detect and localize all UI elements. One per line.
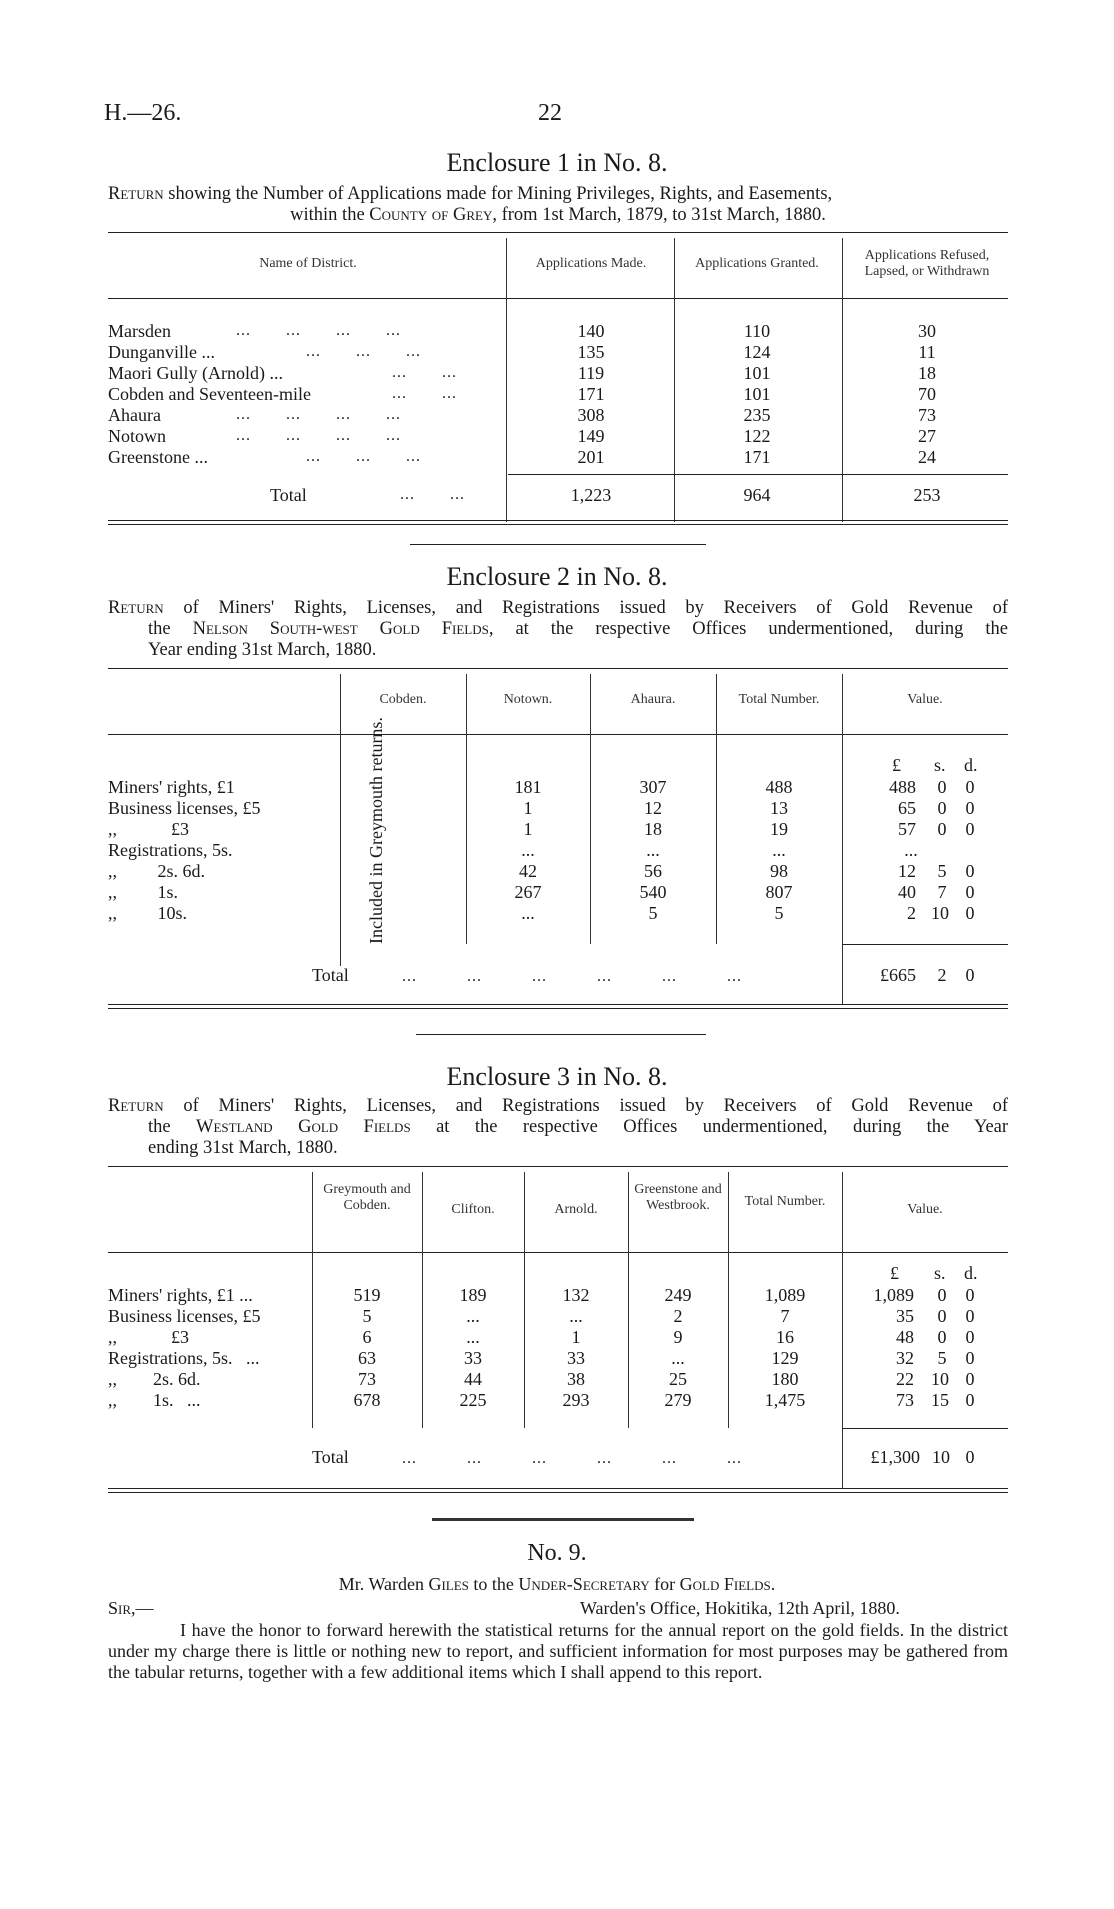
total-granted: 964 — [743, 485, 771, 505]
table-1-divider — [506, 238, 507, 522]
table-1-top-rule — [108, 232, 1008, 233]
total-number: 5 — [774, 903, 784, 923]
col-header-clifton: Clifton. — [451, 1202, 495, 1217]
value-pence: 0 — [965, 1327, 975, 1347]
applications-granted: 110 — [743, 321, 771, 341]
greenstone-value: 279 — [664, 1390, 692, 1410]
value-pence: 0 — [965, 1369, 975, 1389]
greymouth-value: 5 — [362, 1306, 372, 1326]
section-divider — [410, 544, 706, 545]
ahaura-value: 5 — [648, 903, 658, 923]
value-pounds: 35 — [896, 1306, 914, 1326]
row-label: Miners' rights, £1 ... — [108, 1285, 253, 1305]
applications-granted: 124 — [743, 342, 771, 362]
total-number: 98 — [770, 861, 788, 881]
clifton-value: 33 — [464, 1348, 482, 1368]
greymouth-value: 6 — [362, 1327, 372, 1347]
ahaura-value: 12 — [644, 798, 662, 818]
notown-value: 42 — [519, 861, 537, 881]
table-2-top-rule — [108, 668, 1008, 669]
ahaura-value: 540 — [639, 882, 667, 902]
greenstone-value: 9 — [673, 1327, 683, 1347]
no9-heading: Mr. Warden Giles to the Under-Secretary for Gold Fields. — [338, 1574, 776, 1594]
value-pence: 0 — [965, 798, 975, 818]
value-pounds: 12 — [898, 861, 916, 881]
value-shillings: 10 — [931, 903, 949, 923]
applications-made: 171 — [577, 384, 605, 404]
total-number: 129 — [771, 1348, 799, 1368]
value-shillings: 5 — [937, 1348, 947, 1368]
row-label: Business licenses, £5 — [108, 1306, 261, 1326]
total-pounds: £1,300 — [870, 1447, 920, 1467]
value-pence: 0 — [965, 882, 975, 902]
col-header-notown: Notown. — [503, 692, 553, 707]
total-number: 180 — [771, 1369, 799, 1389]
total-refused: 253 — [913, 485, 941, 505]
applications-granted: 122 — [743, 426, 771, 446]
value-shillings: 0 — [937, 1306, 947, 1326]
subtotal-rule — [842, 1428, 1008, 1429]
salutation: Sir,— — [108, 1598, 154, 1618]
value-pounds: 65 — [898, 798, 916, 818]
notown-value: ... — [521, 903, 535, 923]
value-shillings: 5 — [937, 861, 947, 881]
applications-refused: 27 — [918, 426, 936, 446]
value-pence: 0 — [965, 1348, 975, 1368]
col-header-ahaura: Ahaura. — [630, 692, 676, 707]
enclosure-1-description: Return showing the Number of Applications made for Mining Privileges, Rights, and Easements, within the County of Grey, from 1st March, 1879, to 31st March, 1880. — [108, 184, 833, 225]
total-number: 807 — [765, 882, 793, 902]
applications-refused: 24 — [918, 447, 936, 467]
arnold-value: 293 — [562, 1390, 590, 1410]
greenstone-value: 249 — [664, 1285, 692, 1305]
col-header-made: Applications Made. — [535, 256, 647, 271]
value-pounds: ... — [904, 840, 918, 860]
value-shillings: 0 — [937, 819, 947, 839]
col-header-greenstone: Greenstone and Westbrook. — [634, 1182, 722, 1213]
arnold-value: 33 — [567, 1348, 585, 1368]
col-header-value: Value. — [907, 692, 943, 707]
total-shillings: 10 — [932, 1447, 950, 1467]
total-label: Total — [312, 1447, 349, 1467]
applications-made: 119 — [577, 363, 605, 383]
no9-title: No. 9. — [527, 1540, 587, 1566]
table-3-header-rule — [108, 1252, 1008, 1253]
value-shillings: 0 — [937, 1327, 947, 1347]
arnold-value: 132 — [562, 1285, 590, 1305]
vertical-note-greymouth: Included in Greymouth returns. — [366, 717, 386, 944]
table-2-bottom-rule — [108, 1004, 1008, 1009]
currency-shillings: s. — [934, 1263, 946, 1283]
value-pence: 0 — [965, 903, 975, 923]
applications-refused: 18 — [918, 363, 936, 383]
col-header-granted: Applications Granted. — [695, 256, 819, 271]
arnold-value: 38 — [567, 1369, 585, 1389]
value-shillings: 0 — [937, 798, 947, 818]
value-shillings: 10 — [931, 1369, 949, 1389]
table-2-divider — [842, 674, 843, 1004]
notown-value: ... — [521, 840, 535, 860]
col-header-cobden: Cobden. — [379, 692, 427, 707]
applications-granted: 235 — [743, 405, 771, 425]
clifton-value: ... — [466, 1306, 480, 1326]
row-label: ,, £3 — [108, 819, 189, 839]
total-label: Total — [312, 965, 349, 985]
applications-refused: 70 — [918, 384, 936, 404]
value-pounds: 488 — [889, 777, 916, 797]
row-label: ,, 1s. — [108, 882, 179, 902]
total-number: 7 — [780, 1306, 790, 1326]
leader-dots: ... ... ... — [306, 448, 421, 465]
col-header-greymouth: Greymouth and Cobden. — [323, 1182, 411, 1213]
enclosure-3-title: Enclosure 3 in No. 8. — [446, 1062, 668, 1091]
value-pence: 0 — [965, 1285, 975, 1305]
clifton-value: ... — [466, 1327, 480, 1347]
greymouth-value: 519 — [353, 1285, 381, 1305]
applications-refused: 73 — [918, 405, 936, 425]
row-label: Business licenses, £5 — [108, 798, 261, 818]
value-pounds: 32 — [896, 1348, 914, 1368]
leader-dots: ... ... ... ... — [236, 427, 401, 444]
applications-refused: 11 — [918, 342, 936, 362]
row-label: ,, 10s. — [108, 903, 188, 923]
enclosure-1-title: Enclosure 1 in No. 8. — [446, 148, 668, 177]
currency-pence: d. — [964, 755, 978, 775]
col-header-district: Name of District. — [259, 256, 357, 271]
address-line: Warden's Office, Hokitika, 12th April, 1880. — [580, 1598, 900, 1618]
currency-pence: d. — [964, 1263, 978, 1283]
greenstone-value: ... — [671, 1348, 685, 1368]
table-3-bottom-rule — [108, 1488, 1008, 1493]
leader-dots: ... ... ... ... ... ... — [402, 968, 742, 985]
total-pence: 0 — [965, 1447, 975, 1467]
table-3-divider — [842, 1172, 843, 1488]
value-pounds: 2 — [907, 903, 916, 923]
table-1-bottom-rule — [108, 520, 1008, 525]
applications-granted: 101 — [743, 384, 771, 404]
col-header-value: Value. — [907, 1202, 943, 1217]
total-made: 1,223 — [570, 485, 612, 505]
total-number: 16 — [776, 1327, 794, 1347]
value-pence: 0 — [965, 819, 975, 839]
row-label: ,, £3 — [108, 1327, 189, 1347]
leader-dots: ... ... ... ... — [236, 406, 401, 423]
value-shillings: 0 — [937, 1285, 947, 1305]
letter-body: I have the honor to forward herewith the statistical returns for the annual report on the gold fields. In the district under my charge there is little or nothing new to report, and sufficient information for most purposes may be gathered from the tabular returns, together with a few additional items which I shall append to this report. — [108, 1620, 1008, 1682]
row-label: ,, 2s. 6d. — [108, 1369, 201, 1389]
currency-pounds: £ — [890, 1263, 899, 1283]
district-name: Dunganville ... — [108, 342, 215, 362]
notown-value: 267 — [514, 882, 542, 902]
subtotal-rule — [508, 474, 1008, 475]
district-name: Greenstone ... — [108, 447, 208, 467]
leader-dots: ... ... — [392, 364, 457, 381]
district-name: Notown — [108, 426, 166, 446]
value-pence: 0 — [965, 1306, 975, 1326]
document-reference: H.—26. — [104, 100, 182, 126]
leader-dots: ... ... ... — [306, 343, 421, 360]
total-number: ... — [772, 840, 786, 860]
notown-value: 1 — [523, 819, 533, 839]
row-label: Registrations, 5s. ... — [108, 1348, 260, 1368]
ahaura-value: ... — [646, 840, 660, 860]
value-pence: 0 — [965, 1390, 975, 1410]
table-2-header-rule — [108, 734, 1008, 735]
value-pence: 0 — [965, 777, 975, 797]
applications-made: 149 — [577, 426, 605, 446]
heavy-divider — [432, 1518, 694, 1521]
value-pounds: 73 — [896, 1390, 914, 1410]
total-number: 13 — [770, 798, 788, 818]
value-pounds: 48 — [896, 1327, 914, 1347]
notown-value: 181 — [514, 777, 542, 797]
applications-granted: 101 — [743, 363, 771, 383]
total-number: 488 — [765, 777, 793, 797]
applications-made: 140 — [577, 321, 605, 341]
value-pounds: 1,089 — [873, 1285, 914, 1305]
applications-refused: 30 — [918, 321, 936, 341]
currency-pounds: £ — [892, 755, 901, 775]
total-number: 1,475 — [764, 1390, 806, 1410]
leader-dots: ... ... — [400, 486, 465, 503]
value-pence: 0 — [965, 861, 975, 881]
row-label: ,, 2s. 6d. — [108, 861, 206, 881]
ahaura-value: 56 — [644, 861, 662, 881]
district-name: Cobden and Seventeen-mile — [108, 384, 311, 404]
value-shillings: 0 — [937, 777, 947, 797]
notown-value: 1 — [523, 798, 533, 818]
col-header-arnold: Arnold. — [554, 1202, 598, 1217]
arnold-value: ... — [569, 1306, 583, 1326]
value-pounds: 57 — [898, 819, 916, 839]
greenstone-value: 25 — [669, 1369, 687, 1389]
leader-dots: ... ... ... ... ... ... — [402, 1450, 742, 1467]
currency-shillings: s. — [934, 755, 946, 775]
row-label: ,, 1s. ... — [108, 1390, 201, 1410]
col-header-total-number: Total Number. — [738, 692, 820, 707]
applications-made: 135 — [577, 342, 605, 362]
district-name: Ahaura — [108, 405, 161, 425]
enclosure-3-description: Return of Miners' Rights, Licenses, and Registrations issued by Receivers of Gold Revenue of the Westland Gold Fields at the respective Offices undermentioned, during the Year ending 31st March, 1880. — [108, 1096, 1009, 1158]
district-name: Marsden — [108, 321, 171, 341]
subtotal-rule — [842, 944, 1008, 945]
clifton-value: 225 — [459, 1390, 487, 1410]
greymouth-value: 678 — [353, 1390, 381, 1410]
total-pence: 0 — [965, 965, 975, 985]
applications-made: 308 — [577, 405, 605, 425]
enclosure-2-description: Return of Miners' Rights, Licenses, and Registrations issued by Receivers of Gold Revenue of the Nelson South-west Gold Fields, at the respective Offices undermentioned, during the Year ending 31st March, 1880. — [108, 598, 1008, 660]
table-3-top-rule — [108, 1166, 1008, 1167]
col-header-total-number: Total Number. — [744, 1194, 826, 1209]
row-label: Miners' rights, £1 — [108, 777, 235, 797]
greymouth-value: 73 — [358, 1369, 376, 1389]
clifton-value: 44 — [464, 1369, 482, 1389]
total-pounds: £665 — [880, 965, 916, 985]
value-shillings: 7 — [937, 882, 947, 902]
value-pounds: 22 — [896, 1369, 914, 1389]
total-number: 19 — [770, 819, 788, 839]
ahaura-value: 307 — [639, 777, 667, 797]
value-pounds: 40 — [898, 882, 916, 902]
table-2-divider — [340, 674, 341, 966]
applications-granted: 171 — [743, 447, 771, 467]
applications-made: 201 — [577, 447, 605, 467]
col-header-refused: Applications Refused, Lapsed, or Withdrawn — [864, 248, 990, 279]
row-label: Registrations, 5s. — [108, 840, 233, 860]
ahaura-value: 18 — [644, 819, 662, 839]
leader-dots: ... ... — [392, 385, 457, 402]
district-name: Maori Gully (Arnold) ... — [108, 363, 283, 383]
page-number: 22 — [538, 100, 562, 126]
enclosure-2-title: Enclosure 2 in No. 8. — [446, 562, 668, 591]
value-shillings: 15 — [931, 1390, 949, 1410]
section-divider — [416, 1034, 706, 1035]
leader-dots: ... ... ... ... — [236, 322, 401, 339]
arnold-value: 1 — [571, 1327, 581, 1347]
total-shillings: 2 — [937, 965, 947, 985]
clifton-value: 189 — [459, 1285, 487, 1305]
total-label: Total — [270, 485, 307, 505]
greenstone-value: 2 — [673, 1306, 683, 1326]
table-1-header-rule — [108, 298, 1008, 299]
total-number: 1,089 — [764, 1285, 806, 1305]
greymouth-value: 63 — [358, 1348, 376, 1368]
